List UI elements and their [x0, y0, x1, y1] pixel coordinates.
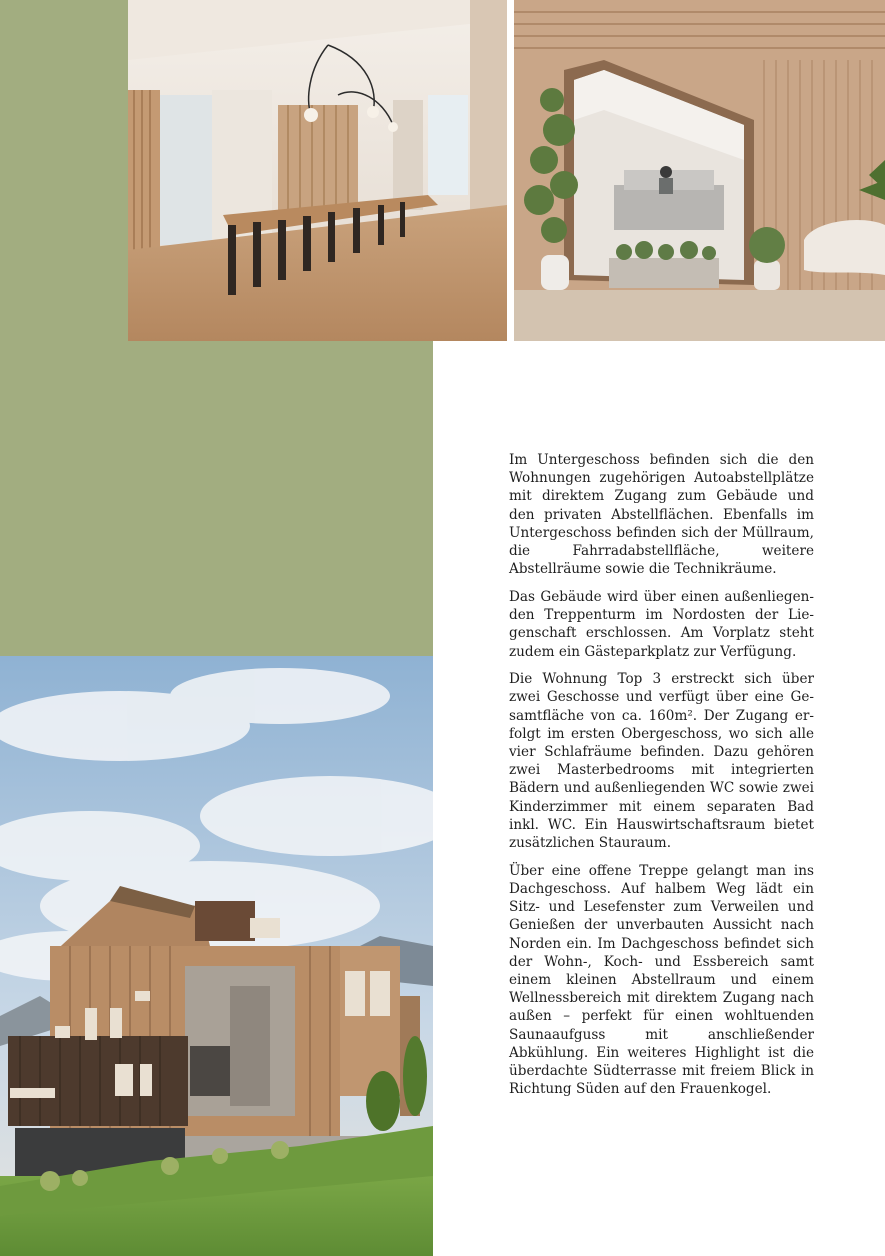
interior-dining-photo: [128, 0, 507, 341]
paragraph-basement: Im Untergeschoss befinden sich die den Wohnungen zugehörigen Autoabstellplätze mit direktem Zugang zum Gebäude und den privaten Abstellflächen. Ebenfalls im Untergeschoss befinden sich der Müllraum, die Fahrradabstellfläche, weitere Abstellräume sowie die Technikräume.: [509, 452, 814, 578]
roof-terrace-photo: [514, 0, 885, 341]
paragraph-access: Das Gebäude wird über einen außenliegenden Treppenturm im Nordosten der Liegenschaft erschlossen. Am Vorplatz steht zudem ein Gästeparkplatz zur Verfügung.: [509, 588, 814, 660]
building-exterior-photo: [0, 656, 433, 1256]
paragraph-apartment-top3: Die Wohnung Top 3 erstreckt sich über zwei Geschosse und verfügt über eine Gesamtfläche von ca. 160m². Der Zugang erfolgt im ersten Obergeschoss, wo sich alle vier Schlafräume befinden. Dazu gehören zwei Masterbedrooms mit integrierten Bädern und außenliegenden WC sowie zwei Kinderzimmer mit einem separaten Bad inkl. WC. Ein Hauswirtschaftsraum bietet zusätzlichen Stauraum.: [509, 671, 814, 852]
body-text-column: [509, 451, 814, 1108]
paragraph-attic-floor: Über eine offene Treppe gelangt man ins Dachgeschoss. Auf halbem Weg lädt ein Sitz- und Lesefenster zum Verweilen und Genießen der unverbauten Aussicht nach Norden ein. Im Dachgeschoss befindet sich der Wohn-, Koch- und Essbereich samt einem kleinen Abstellraum und einem Wellnessbereich mit direktem Zugang nach außen – perfekt für einen wohltuenden Saunaaufguss mit anschließender Abkühlung. Ein weiteres Highlight ist die überdachte Südterrasse mit freiem Blick in Richtung Süden auf den Frauenkogel.: [509, 862, 814, 1098]
